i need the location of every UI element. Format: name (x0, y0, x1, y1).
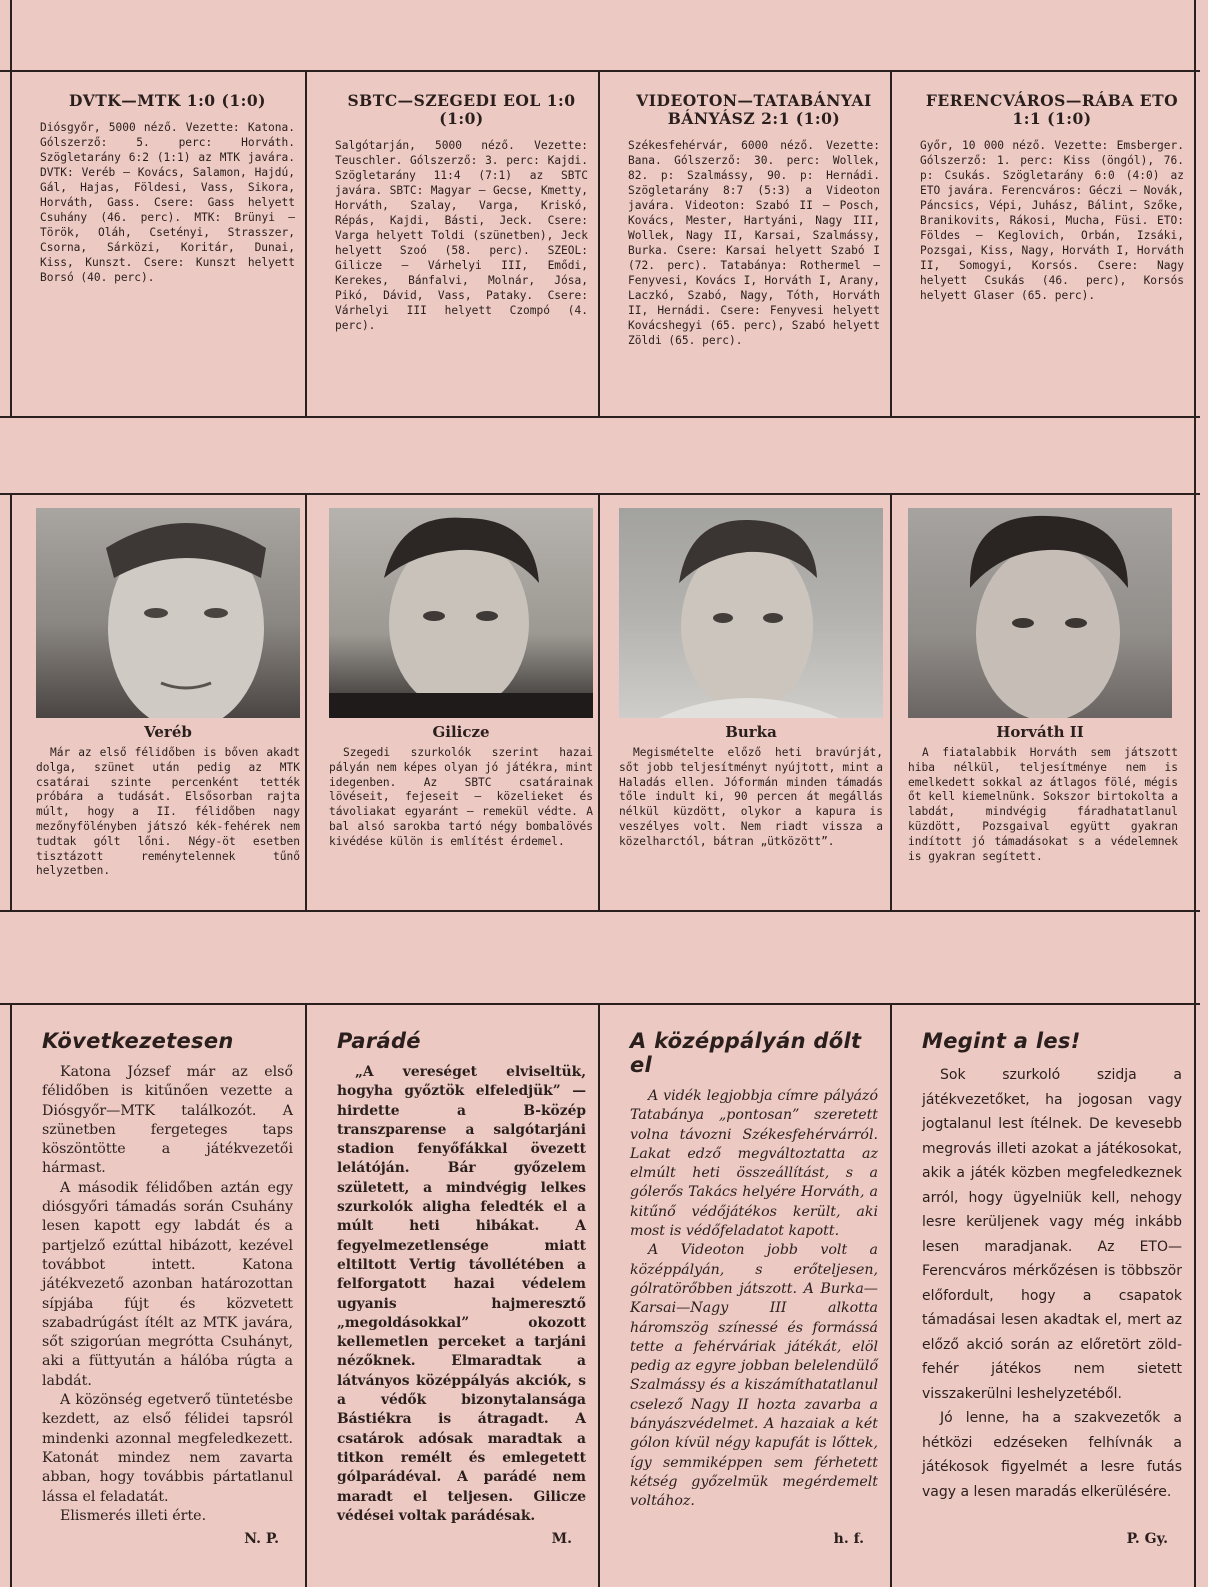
paragraph: A második félidőben aztán egy diósgyőri támadás során Csuhány lesen kapott egy labdát és a partjelző ezúttal hibázott, kezével továbbot intett. Katona játékvezető azonban határozottan sípjába fújt és közvetett szabadrúgást ítélt az MTK javára, sőt szigorúan megrótta Csuhányt, aki a füttyután a hálóba rúgta a labdát. (42, 1179, 293, 1389)
paragraph: Jó lenne, ha a szakvezetők a hétközi edzéseken felhívnák a játékosok figyelmét a lesre futás vagy a lesen maradás elkerülésére. (922, 1410, 1182, 1500)
report-title: SBTC—SZEGEDI EOL 1:0 (1:0) (347, 91, 576, 128)
report-title: FERENCVÁROS—RÁBA ETO 1:1 (1:0) (925, 91, 1179, 128)
paragraph: A Videoton jobb volt a középpályán, s erőteljesen, gólratörőbben játszott. A Burka—Karsai—Nagy III alkotta háromszög színessé és formássá tette a fehérváriak játékát, elöl pedig az egyre jobban belelendülő Szalmássy és a kiszámíthatatlanul cselező Nagy II hozta zavarba a bányászvédelmet. A hazaiak a két gólon kívül négy kapufát is lőttek, így semmiképpen sem férhetett kétség győzelmük megérdemelt voltához. (630, 1242, 878, 1510)
signature: N. P. (244, 1531, 279, 1547)
left-rule-top (10, 0, 12, 70)
player-photo (619, 508, 883, 718)
paragraph: Sok szurkoló szidja a játékvezetőket, ha jogosan vagy jogtalanul lest ítélnek. De kevesebb megrovás illeti azokat a játékosokat, akik a játék közben megfeledkeznek arról, hogy ügyelniük kell, nehogy lesre kerüljenek vagy még inkább lesen maradjanak. Az ETO—Ferencváros mérkőzésen is többször előfordult, hogy a csapatok támadásai lesen akadtak el, mert az előző akció során az előretört zöld-fehér játékos nem sietett visszakerülni leshelyzetéből. (922, 1067, 1182, 1402)
player-description: Már az első félidőben is bőven akadt dolga, szünet után pedig az MTK csatárai szinte percenként tették próbára a tudását. Elsősorban rajta múlt, hogy a II. félidőben nagy mezőnyfölényben játszó kék-fehérek nem tudtak gólt lőni. Négy-öt esetben tisztázott reménytelennek tűnő helyzetben. (36, 746, 300, 878)
paragraph: „A vereséget elviseltük, hogyha győztök elfeledjük” — hirdette a B-közép transzparense a salgótarjáni stadion fenyőfákkal övezett lelátóján. Bár győzelem született, a mindvégig lelkes szurkolók aligha feledték el a múlt heti hibákat. A fegyelmezetlensége miatt eltiltott Vertig távollétében a felforgatott hazai védelem ugyanis hajmeresztő „megoldásokkal” okozott kellemetlen perceket a tarjáni nézőknek. Elmaradtak a látványos középpályás akciók, s a védők bizonytalansága Bástiékra is átragadt. A csatárok adósak maradtak a titkon remélt és emlegetett gólparádéval. A parádé nem maradt el teljesen. Gilicze védései voltak parádésak. (337, 1064, 586, 1524)
column-parade (307, 1007, 598, 1587)
player-description: A fiatalabbik Horváth sem játszott hiba nélkül, teljesítménye nem is emelkedett sokkal az átlagos fölé, mégis őt kell kiemelnünk. Sokszor birtokolta a labdát, mindvégig fáradhatatlanul küzdött, Pozsgaival együtt gyakran indított jó támadásokat s a védelemnek is gyakran segített. (908, 746, 1178, 863)
signature: h. f. (833, 1531, 864, 1547)
player-card-vereb (10, 500, 305, 912)
player-description: Megismételte előző heti bravúrját, sőt jobb teljesítményt nyújtott, mint a Haladás ellen. Jóformán minden támadás tőle indult ki, 90 percen át megállás nélkül küzdött, olykor a kapura is veszélyes volt. Nem riadt vissza a közelharctól, bátran „ütközött”. (619, 746, 883, 848)
paragraph: Katona József már az első félidőben is kitűnően vezette a Diósgyőr—MTK találkozót. A szünetben fergeteges taps köszöntötte a játékvezetői hármast. (42, 1064, 293, 1177)
report-dvtk-mtk (12, 72, 305, 416)
column-heading: Parádé (337, 1029, 421, 1053)
column-heading: Megint a les! (922, 1029, 1081, 1053)
match-reports (0, 72, 1208, 416)
player-photo (908, 508, 1172, 718)
player-name: Gilicze (432, 723, 490, 741)
signature: P. Gy. (1126, 1531, 1168, 1547)
rule-2 (0, 416, 1200, 418)
column-heading: Következetesen (42, 1029, 234, 1053)
player-name: Horváth II (996, 723, 1084, 741)
rule-3 (0, 493, 1200, 495)
report-text: Salgótarján, 5000 néző. Vezette: Teuschler. Gólszerző: 3. perc: Kajdi. Szögletarány 11:4 (7:1) az SBTC javára. SBTC: Magyar — Gecse, Kmetty, Horváth, Szalay, Varga, Kriskó, Répás, Kajdi, Básti, Jeck. Csere: Varga helyett Toldi (szünetben), Jeck helyett Szoó (58. perc). SZEOL: Gilicze — Várhelyi III, Emődi, Kerekes, Bánfalvi, Molnár, Jósa, Pikó, Dávid, Vass, Pataky. Csere: Várhelyi III helyett Czompó (4. perc). (335, 139, 588, 332)
report-text: Diósgyőr, 5000 néző. Vezette: Katona. Gólszerző: 5. perc: Horváth. Szögletarány 6:2 (1:1) az MTK javára. DVTK: Veréb — Kovács, Salamon, Hajdú, Gál, Hajas, Földesi, Vass, Sikora, Horváth, Gass. Csere: Gass helyett Csuhány (46. perc). MTK: Brünyi — Török, Oláh, Csetényi, Strasszer, Csorna, Sárközi, Koritár, Dunai, Kiss, Kunszt. Csere: Kunszt helyett Borsó (40. perc). (40, 121, 295, 284)
player-card-horvath-ii (892, 500, 1194, 912)
player-photo (36, 508, 300, 718)
player-card-burka (593, 500, 890, 912)
paragraph: A közönség egetverő tüntetésbe kezdett, az első félidei tapsról mindenki azonnal megfeledkezett. Katonát mindez nem zavarta abban, hogy továbbis pártatlanul lássa el feladatát. (42, 1392, 293, 1505)
column-kovetkezetesen (12, 1007, 305, 1587)
rule-5 (0, 1003, 1200, 1005)
commentary-columns (0, 1007, 1208, 1587)
player-name: Burka (725, 723, 777, 741)
column-heading: A középpályán dőlt el (630, 1029, 862, 1077)
report-text: Székesfehérvár, 6000 néző. Vezette: Bana. Gólszerző: 30. perc: Wollek, 82. p: Szalmássy, 90. p: Hernádi. Szögletarány 8:7 (5:3) a Videoton javára. Videoton: Szabó II — Posch, Kovács, Mester, Hartyáni, Nagy III, Wollek, Nagy II, Karsai, Szalmássy, Burka. Csere: Karsai helyett Szabó I (72. perc). Tatabánya: Rothermel — Fenyvesi, Kovács I, Horváth I, Arany, Laczkó, Szabó, Nagy, Tóth, Horváth II, Hernádi. Csere: Fenyvesi helyett Kovácshegyi (65. perc), Szabó helyett Zöldi (65. perc). (628, 139, 880, 347)
report-text: Győr, 10 000 néző. Vezette: Emsberger. Gólszerző: 1. perc: Kiss (öngól), 76. p: Csukás. Szögletarány 6:0 (4:0) az ETO javára. Ferencváros: Géczi — Novák, Páncsics, Vépi, Juhász, Bálint, Szőke, Branikovits, Rákosi, Mucha, Füsi. ETO: Földes — Keglovich, Orbán, Izsáki, Pozsgai, Kiss, Nagy, Horváth I, Horváth II, Somogyi, Korsós. Csere: Nagy helyett Csukás (46. perc), Korsós helyett Glaser (65. perc). (920, 139, 1184, 302)
player-portraits (0, 500, 1208, 912)
paragraph: Elismerés illeti érte. (60, 1507, 207, 1524)
player-description: Szegedi szurkolók szerint hazai pályán nem képes olyan jó játékra, mint idegenben. Az SBTC csatárainak lövéseit, fejeseit — közelieket és távoliakat egyaránt — remekül védte. A bal alsó sarokba tartó négy bombalövés kivédése külön is említést érdemel. (329, 746, 593, 848)
player-card-gilicze (303, 500, 598, 912)
paragraph: A vidék legjobbja címre pályázó Tatabánya „pontosan” szeretett volna távozni Székesfehérvárról. Lakat edző megváltoztatta az elmúlt heti összeállítást, s a gólerős Takács helyére Horváth, a kitűnő védőjátékos került, aki most is védőfeladatot kapott. (630, 1088, 878, 1240)
report-title: VIDEOTON—TATABÁNYAI BÁNYÁSZ 2:1 (1:0) (636, 91, 872, 128)
column-kozeppalyan (600, 1007, 890, 1587)
report-videoton-tatabanya (600, 72, 890, 416)
column-megint-a-les (892, 1007, 1194, 1587)
player-name: Veréb (144, 723, 192, 741)
report-title: DVTK—MTK 1:0 (1:0) (69, 91, 266, 110)
player-photo (329, 508, 593, 718)
signature: M. (551, 1531, 572, 1547)
report-sbtc-szeol (307, 72, 598, 416)
report-ferencvaros-eto (892, 72, 1194, 416)
